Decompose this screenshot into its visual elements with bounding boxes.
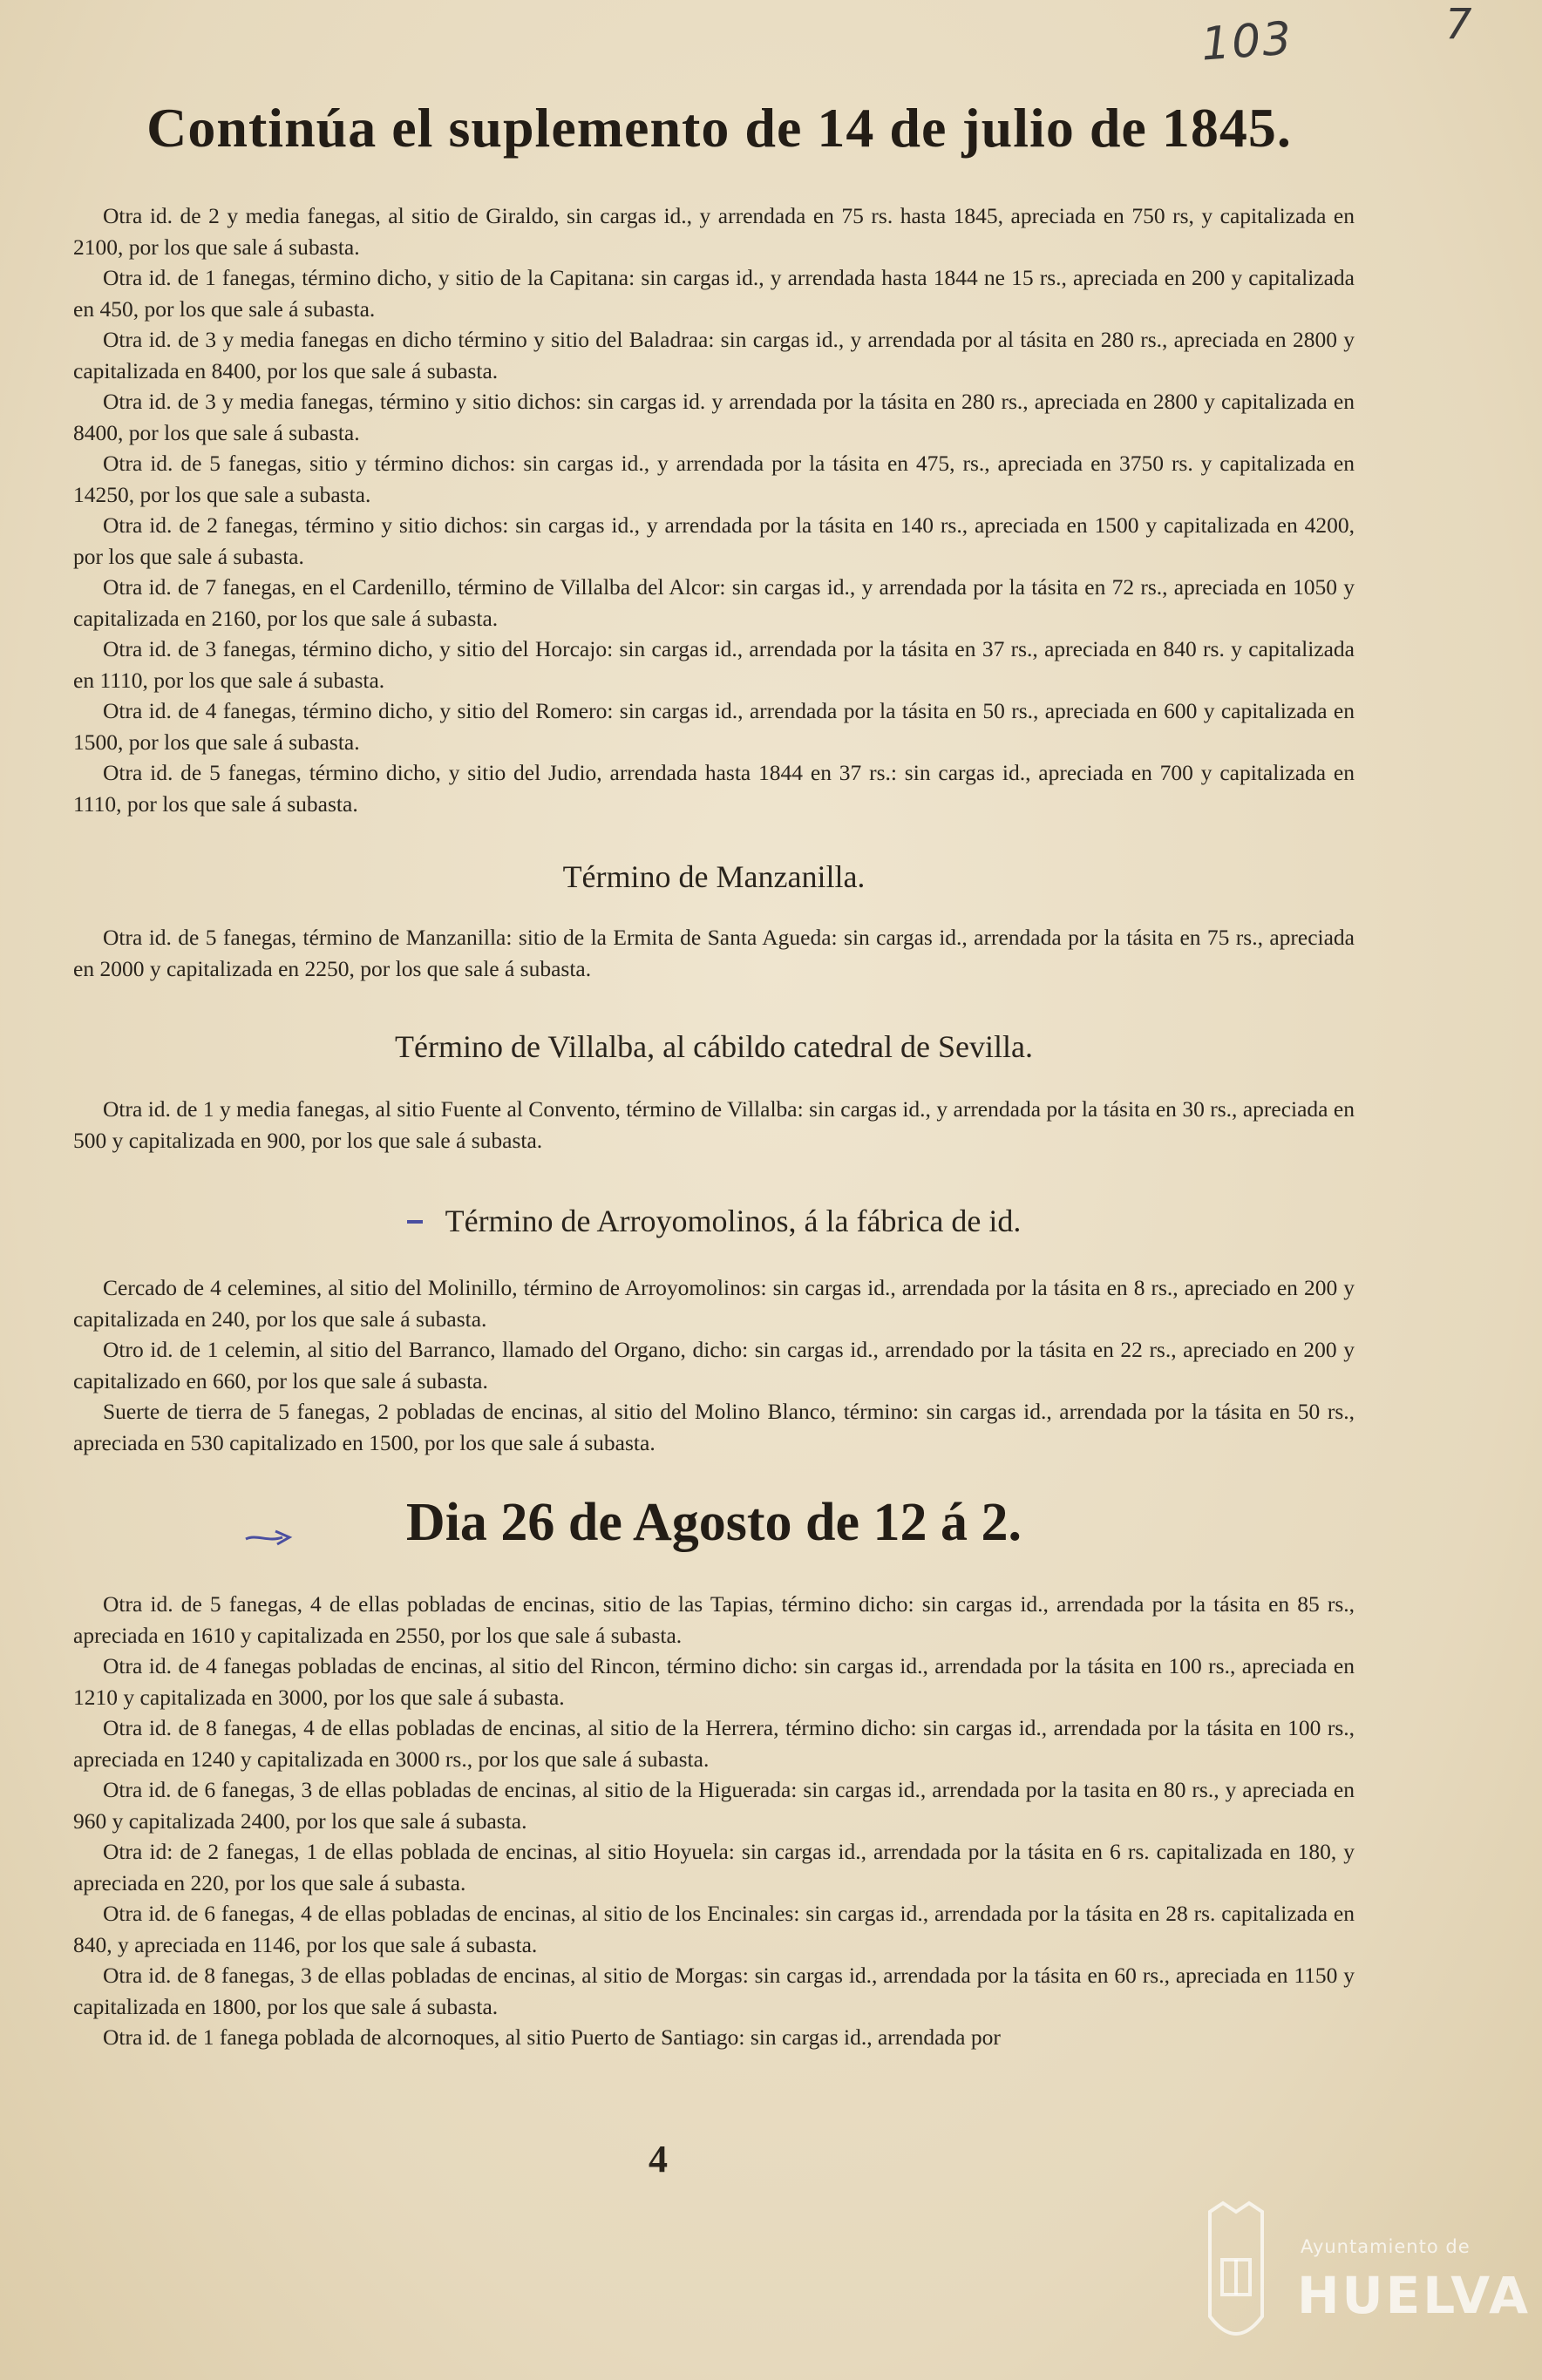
entry-paragraph: Otra id: de 2 fanegas, 1 de ellas poblada de encinas, al sitio Hoyuela: sin cargas id., arrendada por la tásita en 6 rs. capitalizada en 180, y apreciada en 220, por los que sale á subasta. [73,1839,1355,1895]
entries-block-2 [73,922,1355,984]
entry-paragraph: Cercado de 4 celemines, al sitio del Molinillo, término de Arroyomolinos: sin cargas id., arrendada por la tásita en 8 rs., apreciado en 200 y capitalizada en 240, por los que sale á subasta. [73,1275,1355,1332]
section-heading-villalba: Término de Villalba, al cábildo catedral de Sevilla. [395,1029,1033,1064]
day-heading: Dia 26 de Agosto de 12 á 2. [405,1493,1022,1552]
entry-paragraph: Otra id. de 5 fanegas, 4 de ellas pobladas de encinas, sitio de las Tapias, término dicho: sin cargas id., arrendada por la tásita en 85 rs., apreciada en 1610 y capitalizada en 2550, por los que sale á subasta. [73,1591,1355,1648]
entry-paragraph: Suerte de tierra de 5 fanegas, 2 pobladas de encinas, al sitio del Molino Blanco, término: sin cargas id., arrendada por la tásita en 50 rs., apreciada en 530 capitalizado en 1500, por los que sale á subasta. [73,1399,1355,1455]
entry-paragraph: Otra id. de 6 fanegas, 4 de ellas pobladas de encinas, al sitio de los Encinales: sin cargas id., arrendada por la tásita en 28 rs. capitalizada en 840, y apreciada en 1146, por los que sale á subasta. [73,1901,1355,1957]
sheet-number-annotation: 7 [1445,0,1472,49]
section-heading-arroyomolinos-text: Término de Arroyomolinos, á la fábrica de id. [445,1204,1022,1238]
entries-block-1 [73,200,1355,819]
entry-paragraph: Otra id. de 5 fanegas, término dicho, y sitio del Judio, arrendada hasta 1844 en 37 rs.: sin cargas id., apreciada en 700 y capitalizada en 1110, por los que sale á subasta. [73,760,1355,817]
entry-paragraph: Otra id. de 2 fanegas, término y sitio dichos: sin cargas id., y arrendada por la tásita en 140 rs., apreciada en 1500 y capitalizada en 4200, por los que sale á subasta. [73,512,1355,569]
entry-paragraph: Otra id. de 3 y media fanegas, término y sitio dichos: sin cargas id. y arrendada por la tásita en 280 rs., apreciada en 2800 y capitalizada en 8400, por los que sale á subasta. [73,389,1355,445]
entries-block-4 [73,1272,1355,1458]
entry-paragraph: Otra id. de 1 y media fanegas, al sitio Fuente al Convento, término de Villalba: sin cargas id., y arrendada por la tásita en 30 rs., apreciada en 500 y capitalizada en 900, por los que sale á subasta. [73,1096,1355,1153]
entries-block-3 [73,1094,1355,1156]
entry-paragraph: Otra id. de 5 fanegas, término de Manzanilla: sitio de la Ermita de Santa Agueda: sin cargas id., arrendada por la tásita en 75 rs., apreciada en 2000 y capitalizada en 2250, por los que sale á subasta. [73,925,1355,981]
entry-paragraph: Otra id. de 1 fanega poblada de alcornoques, al sitio Puerto de Santiago: sin cargas id., arrendada por [103,2024,1001,2050]
entry-paragraph: Otra id. de 2 y media fanegas, al sitio de Giraldo, sin cargas id., y arrendada en 75 rs. hasta 1845, apreciada en 750 rs, y capitalizada en 2100, por los que sale á subasta. [73,203,1355,260]
archive-number-annotation: 103 [1199,12,1295,71]
entry-paragraph: Otra id. de 4 fanegas pobladas de encinas, al sitio del Rincon, término dicho: sin cargas id., arrendada por la tásita en 100 rs., apreciada en 1210 y capitalizada en 3000, por los que sale á subasta. [73,1653,1355,1710]
entry-paragraph: Otra id. de 6 fanegas, 3 de ellas pobladas de encinas, al sitio de la Higuerada: sin cargas id., arrendada por la tasita en 80 rs., y apreciada en 960 y capitalizada 2400, por los que sale á subasta. [73,1777,1355,1834]
entry-paragraph: Otra id. de 8 fanegas, 3 de ellas pobladas de encinas, al sitio de Morgas: sin cargas id., arrendada por la tásita en 60 rs., apreciada en 1150 y capitalizada en 1800, por los que sale á subasta. [73,1963,1355,2019]
entry-paragraph: Otra id. de 5 fanegas, sitio y término dichos: sin cargas id., y arrendada por la tásita en 475, rs., apreciada en 3750 rs. y capitalizada en 14250, por los que sale a subasta. [73,451,1355,507]
entry-paragraph: Otra id. de 7 fanegas, en el Cardenillo, término de Villalba del Alcor: sin cargas id., y arrendada por la tásita en 72 rs., apreciada en 1050 y capitalizada en 2160, por los que sale á subasta. [73,574,1355,631]
entry-paragraph: Otra id. de 3 fanegas, término dicho, y sitio del Horcajo: sin cargas id., arrendada por la tásita en 37 rs., apreciada en 840 rs. y capitalizada en 1110, por los que sale á subasta. [73,636,1355,693]
entry-paragraph: Otra id. de 3 y media fanegas en dicho término y sitio del Baladraa: sin cargas id., y arrendada por al tásita en 280 rs., apreciada en 2800 y capitalizada en 8400, por los que sale á subasta. [73,327,1355,383]
document-title: Continúa el suplemento de 14 de julio de 1845. [146,97,1292,159]
entries-block-5 [73,1589,1355,2053]
section-heading-arroyomolinos [73,1203,1355,1239]
watermark-line1: Ayuntamiento de [1301,2236,1471,2257]
watermark-line2: HUELVA [1297,2266,1532,2325]
entry-paragraph: Otra id. de 1 fanegas, término dicho, y sitio de la Capitana: sin cargas id., y arrendada hasta 1844 ne 15 rs., apreciada en 200 y capitalizada en 450, por los que sale á subasta. [73,265,1355,322]
entry-paragraph: Otro id. de 1 celemin, al sitio del Barranco, llamado del Organo, dicho: sin cargas id., arrendado por la tásita en 22 rs., apreciado en 200 y capitalizado en 660, por los que sale á subasta. [73,1337,1355,1393]
entry-paragraph: Otra id. de 4 fanegas, término dicho, y sitio del Romero: sin cargas id., arrendada por la tásita en 50 rs., apreciada en 600 y capitalizada en 1500, por los que sale á subasta. [73,698,1355,755]
pen-dash-mark [407,1220,423,1224]
section-heading-manzanilla: Término de Manzanilla. [562,859,866,894]
entry-paragraph: Otra id. de 8 fanegas, 4 de ellas pobladas de encinas, al sitio de la Herrera, término dicho: sin cargas id., arrendada por la tásita en 100 rs., apreciada en 1240 y capitalizada en 3000 rs., por los que sale á subasta. [73,1715,1355,1772]
page-number: 4 [649,2138,668,2180]
